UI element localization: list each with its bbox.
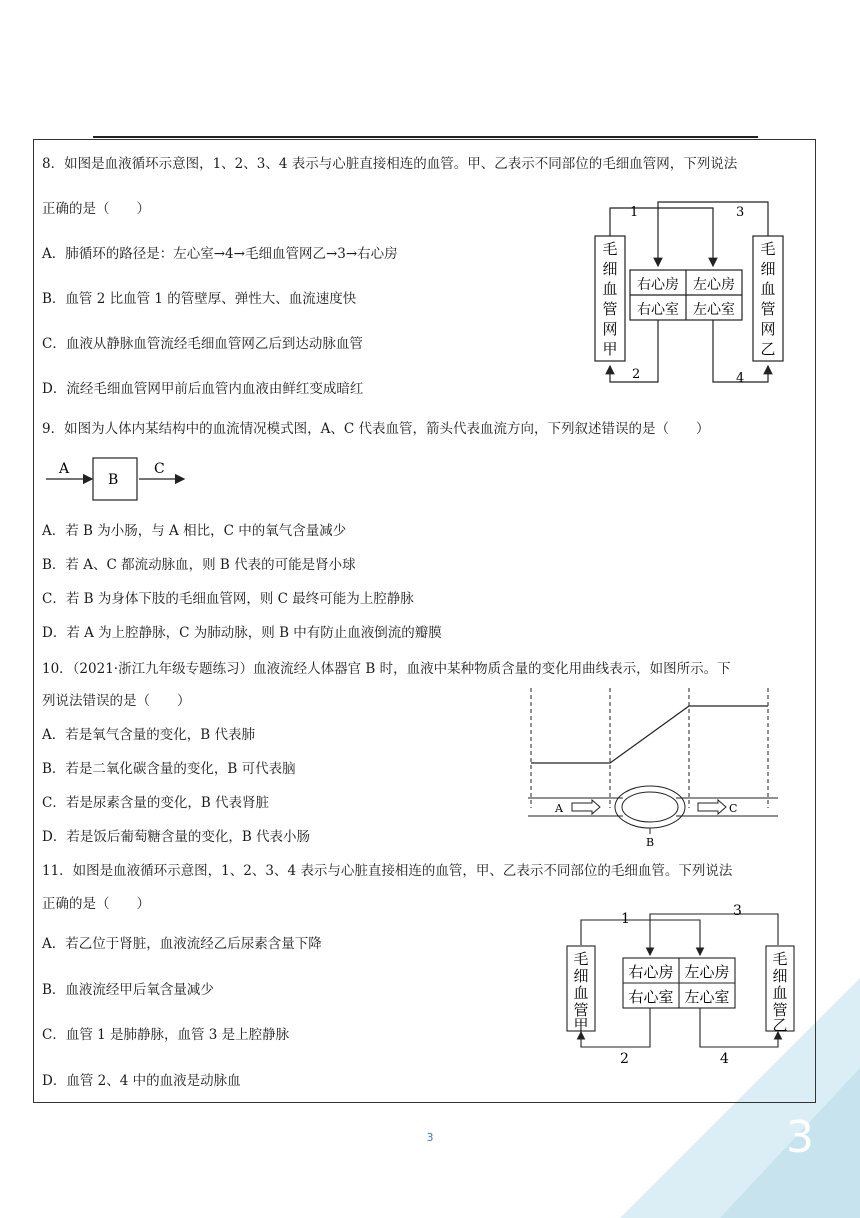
q8-right-char: 管: [760, 300, 776, 318]
q11-left-char: 毛: [573, 950, 589, 968]
q8-fig-label-4: 4: [736, 371, 745, 386]
q8-right-atrium: 右心房: [637, 277, 679, 293]
corner-page-number: 3: [786, 1112, 814, 1163]
q10-fig-label-b: B: [646, 836, 655, 849]
q8-fig-label-3: 3: [736, 205, 745, 220]
q11-right-atrium: 右心房: [628, 963, 674, 981]
q11-option-d: D．血管 2、4 中的血液是动脉血: [42, 1073, 241, 1089]
q9-option-a: A．若 B 为小肠，与 A 相比，C 中的氧气含量减少: [42, 523, 347, 539]
q8-option-a: A．肺循环的路径是：左心室→4→毛细血管网乙→3→右心房: [42, 246, 398, 262]
q10-curve-diagram: [528, 688, 778, 850]
q9-flow-diagram: [42, 455, 192, 505]
q8-option-c: C．血液从静脉血管流经毛细血管网乙后到达动脉血管: [42, 336, 363, 352]
q11-left-atrium: 左心房: [684, 963, 730, 981]
q9-option-c: C．若 B 为身体下肢的毛细血管网，则 C 最终可能为上腔静脉: [42, 591, 414, 607]
q11-fig-label-1: 1: [621, 911, 630, 927]
q9-fig-label-c: C: [154, 461, 165, 477]
q8-left-char: 管: [602, 300, 618, 318]
q8-left-char: 网: [602, 320, 618, 338]
q11-left-char: 细: [573, 967, 589, 985]
q8-left-char: 毛: [602, 240, 618, 258]
q11-option-a: A．若乙位于肾脏，血液流经乙后尿素含量下降: [42, 936, 322, 952]
q11-left-char: 甲: [573, 1016, 589, 1034]
q11-right-char: 细: [772, 967, 788, 985]
q8-right-char: 毛: [760, 240, 776, 258]
q8-right-char: 细: [760, 260, 776, 278]
q8-option-d: D．流经毛细血管网甲前后血管内血液由鲜红变成暗红: [42, 381, 364, 397]
q8-left-char: 细: [602, 260, 618, 278]
q11-right-char: 管: [772, 1001, 788, 1019]
q11-option-b: B．血液流经甲后氧含量减少: [42, 982, 214, 998]
q9-option-d: D．若 A 为上腔静脉，C 为肺动脉，则 B 中有防止血液倒流的瓣膜: [42, 625, 442, 641]
q11-left-char: 管: [573, 1001, 589, 1019]
q11-option-c: C．血管 1 是肺静脉，血管 3 是上腔静脉: [42, 1027, 290, 1043]
q11-right-char: 毛: [772, 950, 788, 968]
q10-option-a: A．若是氧气含量的变化，B 代表肺: [42, 727, 255, 743]
q8-option-b: B．血管 2 比血管 1 的管壁厚、弹性大、血流速度快: [42, 291, 357, 307]
q9-stem: 9．如图为人体内某结构中的血流情况模式图，A、C 代表血管，箭头代表血流方向，下列叙述错误的是（ ）: [42, 421, 710, 437]
q11-stem-line1: 11．如图是血液循环示意图，1、2、3、4 表示与心脏直接相连的血管，甲、乙表示不同部位的毛细血管。下列说法: [42, 863, 733, 879]
q10-fig-label-c: C: [729, 802, 738, 815]
q8-left-ventricle: 左心室: [693, 302, 735, 318]
q10-option-c: C．若是尿素含量的变化，B 代表肾脏: [42, 795, 270, 811]
q11-left-ventricle: 左心室: [684, 988, 730, 1006]
q8-right-char: 血: [760, 280, 776, 298]
q10-option-d: D．若是饭后葡萄糖含量的变化，B 代表小肠: [42, 829, 311, 845]
q10-option-b: B．若是二氧化碳含量的变化，B 可代表脑: [42, 761, 296, 777]
page-number: 3: [426, 1131, 434, 1144]
q11-right-char: 血: [772, 984, 788, 1002]
header-rule: [93, 136, 758, 138]
q11-circulation-diagram: [565, 900, 805, 1070]
q8-circulation-diagram: [590, 196, 790, 388]
q9-fig-label-b: B: [108, 472, 119, 488]
q10-stem-line2: 列说法错误的是（ ）: [42, 693, 191, 709]
q8-right-char: 网: [760, 320, 776, 338]
q10-fig-label-a: A: [555, 802, 563, 815]
q8-right-ventricle: 右心室: [637, 302, 679, 318]
q10-stem-line1: 10．（2021·浙江九年级专题练习）血液流经人体器官 B 时，血液中某种物质含量的变化用曲线表示，如图所示。下: [42, 661, 731, 677]
q8-left-char: 血: [602, 280, 618, 298]
q8-right-char: 乙: [760, 340, 776, 358]
q8-fig-label-1: 1: [630, 205, 639, 220]
q11-left-char: 血: [573, 984, 589, 1002]
q8-stem-line1: 8．如图是血液循环示意图，1、2、3、4 表示与心脏直接相连的血管。甲、乙表示不同部位的毛细血管网，下列说法: [42, 156, 738, 172]
q8-stem-line2: 正确的是（ ）: [42, 201, 150, 217]
q11-fig-label-2: 2: [620, 1051, 629, 1067]
q11-fig-label-3: 3: [733, 903, 742, 919]
q9-fig-label-a: A: [59, 461, 70, 477]
q11-fig-label-4: 4: [720, 1051, 729, 1067]
q8-left-atrium: 左心房: [693, 277, 735, 293]
q8-left-char: 甲: [602, 340, 618, 358]
q11-stem-line2: 正确的是（ ）: [42, 896, 150, 912]
q11-right-char: 乙: [772, 1016, 788, 1034]
q8-fig-label-2: 2: [632, 367, 641, 382]
q9-option-b: B．若 A、C 都流动脉血，则 B 代表的可能是肾小球: [42, 557, 356, 573]
q11-right-ventricle: 右心室: [628, 988, 674, 1006]
